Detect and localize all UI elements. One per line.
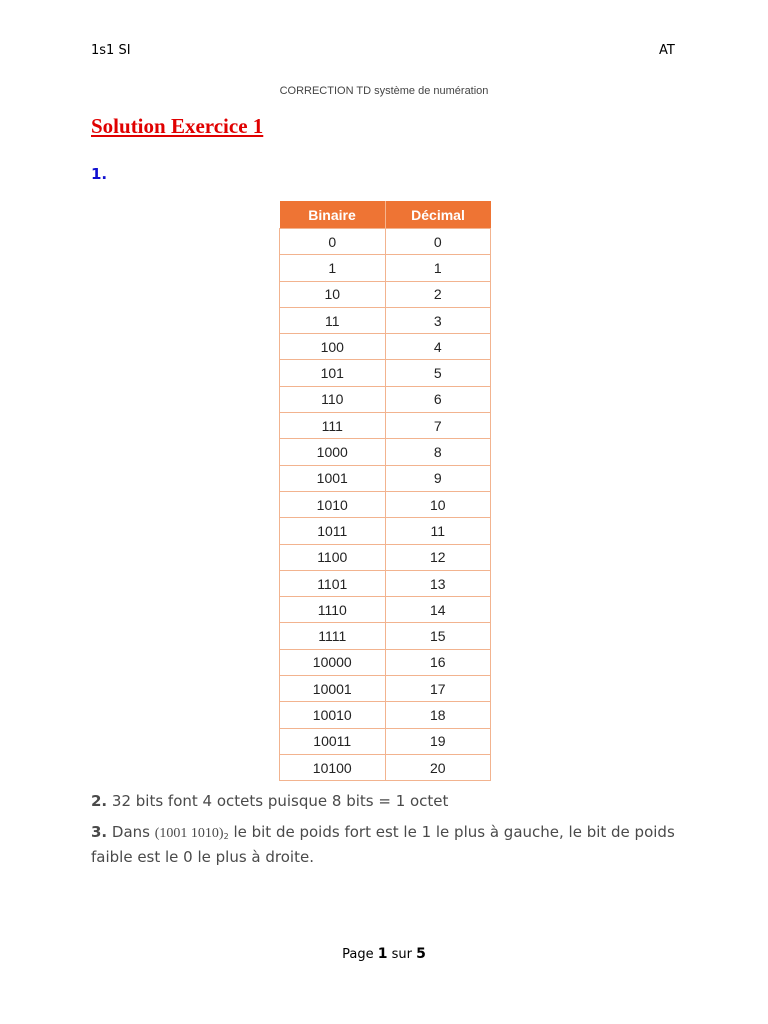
footer-prefix: Page: [342, 947, 378, 962]
table-row: [280, 281, 491, 307]
table-row: [280, 334, 491, 360]
cell-binaire: 101: [280, 360, 386, 386]
cell-decimal: 19: [385, 728, 491, 754]
cell-decimal: 8: [385, 439, 491, 465]
question-1-label: 1.: [91, 165, 108, 183]
table-row: [280, 229, 491, 255]
cell-binaire: 10100: [280, 754, 386, 780]
cell-decimal: 2: [385, 281, 491, 307]
cell-binaire: 1001: [280, 465, 386, 491]
cell-decimal: 12: [385, 544, 491, 570]
cell-decimal: 0: [385, 229, 491, 255]
table-row: [280, 544, 491, 570]
document-subtitle: CORRECTION TD système de numération: [279, 85, 489, 97]
header-decimal: Décimal: [385, 201, 491, 229]
cell-binaire: 100: [280, 334, 386, 360]
cell-decimal: 10: [385, 491, 491, 517]
cell-decimal: 6: [385, 386, 491, 412]
table-row: [280, 570, 491, 596]
answer-2: [91, 791, 448, 812]
table-row: [280, 439, 491, 465]
table-row: [280, 597, 491, 623]
cell-binaire: 10000: [280, 649, 386, 675]
cell-binaire: 110: [280, 386, 386, 412]
cell-binaire: 11: [280, 307, 386, 333]
cell-decimal: 4: [385, 334, 491, 360]
table-row: [280, 465, 491, 491]
page-footer: [0, 946, 768, 962]
table-row: [280, 702, 491, 728]
header-left: 1s1 SI: [91, 43, 131, 58]
cell-decimal: 1: [385, 255, 491, 281]
cell-decimal: 16: [385, 649, 491, 675]
table-row: [280, 491, 491, 517]
table-row: [280, 649, 491, 675]
table-row: [280, 255, 491, 281]
answer-3-base: 2: [223, 832, 229, 841]
cell-binaire: 1110: [280, 597, 386, 623]
footer-page-number: 1: [377, 946, 388, 962]
answer-3-value: (1001 1010): [154, 826, 224, 841]
table-body: [280, 229, 491, 781]
table-row: [280, 728, 491, 754]
cell-binaire: 111: [280, 413, 386, 439]
cell-decimal: 18: [385, 702, 491, 728]
cell-binaire: 1: [280, 255, 386, 281]
table-row: [280, 307, 491, 333]
cell-decimal: 11: [385, 518, 491, 544]
cell-binaire: 1010: [280, 491, 386, 517]
section-title: Solution Exercice 1: [91, 114, 264, 138]
cell-decimal: 15: [385, 623, 491, 649]
answer-3-post: le bit de poids fort est le 1 le plus à gauche, le bit de poids faible est le 0 le plus à droite.: [91, 823, 675, 866]
cell-decimal: 20: [385, 754, 491, 780]
answer-3-pre: Dans: [111, 823, 155, 841]
table-row: [280, 386, 491, 412]
footer-page-total: 5: [416, 946, 426, 962]
answer-3: [91, 822, 691, 868]
header-right: AT: [659, 43, 675, 58]
answer-2-text: 32 bits font 4 octets puisque 8 bits = 1 octet: [111, 792, 449, 810]
cell-binaire: 1100: [280, 544, 386, 570]
cell-binaire: 1000: [280, 439, 386, 465]
cell-binaire: 0: [280, 229, 386, 255]
answer-3-number: 3.: [91, 823, 108, 841]
cell-decimal: 17: [385, 676, 491, 702]
answer-2-number: 2.: [91, 792, 108, 810]
table-row: [280, 518, 491, 544]
cell-binaire: 1101: [280, 570, 386, 596]
cell-decimal: 9: [385, 465, 491, 491]
cell-binaire: 10010: [280, 702, 386, 728]
cell-binaire: 1111: [280, 623, 386, 649]
header-binaire: Binaire: [280, 201, 386, 229]
cell-decimal: 7: [385, 413, 491, 439]
cell-binaire: 1011: [280, 518, 386, 544]
table-row: [280, 676, 491, 702]
cell-decimal: 3: [385, 307, 491, 333]
cell-decimal: 5: [385, 360, 491, 386]
table-header-row: [280, 201, 491, 229]
binary-decimal-table: [279, 201, 491, 781]
cell-decimal: 13: [385, 570, 491, 596]
table-row: [280, 360, 491, 386]
table-row: [280, 754, 491, 780]
cell-binaire: 10001: [280, 676, 386, 702]
cell-binaire: 10011: [280, 728, 386, 754]
table-row: [280, 623, 491, 649]
table-row: [280, 413, 491, 439]
cell-decimal: 14: [385, 597, 491, 623]
footer-middle: sur: [387, 947, 417, 962]
cell-binaire: 10: [280, 281, 386, 307]
